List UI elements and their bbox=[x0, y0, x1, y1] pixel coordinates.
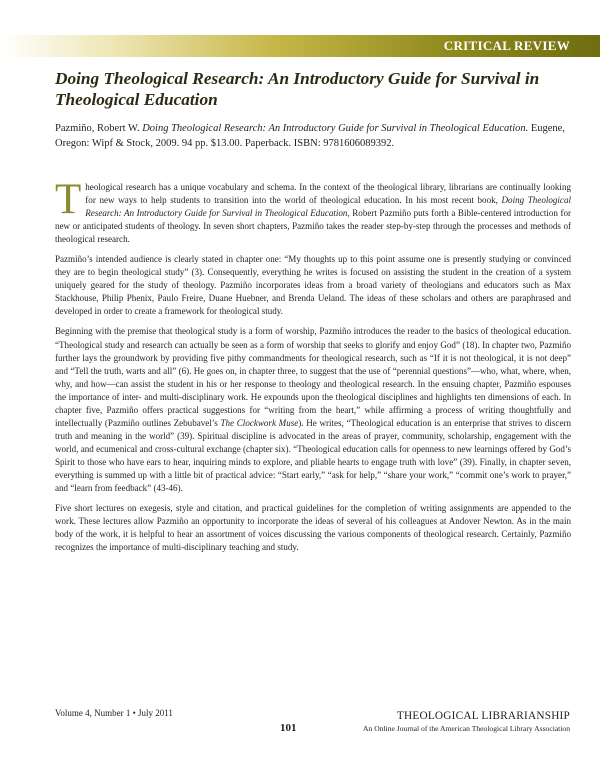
drop-cap: T bbox=[55, 176, 82, 223]
section-banner bbox=[0, 35, 600, 57]
section-label: CRITICAL REVIEW bbox=[443, 38, 570, 53]
book-citation bbox=[55, 121, 570, 151]
footer-journal-name: THEOLOGICAL LIBRARIANSHIP bbox=[396, 710, 570, 722]
citation-book-title: Doing Theological Research: An Introductory Guide for Survival in Theological Education. bbox=[142, 123, 529, 134]
paragraph-2: Pazmiño’s intended audience is clearly stated in chapter one: “My thoughts up to this point assume one is presently studying or convinced they are to begin theological study” (3). Consequently, everything he writes is focused on assisting the student in the creation of a system uniquely geared for the study of theology. Pazmiño incorporates ideas from a broad variety of theologians and educators such as Max Stackhouse, Philip Phenix, Paulo Freire, Duane Huebner, and Brenda Ueland. The ideas of these scholars and others are paraphrased and developed in order to create a framework for theological study. bbox=[55, 254, 571, 317]
paragraph-1-text-a: heological research has a unique vocabulary and schema. In the context of the theological library, librarians are continually looking for new ways to help students to transition into the world of theological education. In his most recent book, bbox=[85, 182, 571, 206]
paragraph-1-text-b: Robert Pazmiño puts forth a Bible-centered introduction for new or anticipated students of theology. In seven short chapters, Pazmiño takes the reader step-by-step through the processes and methods of theological research. bbox=[55, 208, 571, 245]
footer-journal-subtitle: An Online Journal of the American Theological Library Association bbox=[363, 724, 570, 733]
paragraph-3 bbox=[55, 325, 571, 495]
article-title: Doing Theological Research: An Introductory Guide for Survival in Theological Education bbox=[55, 69, 540, 109]
page-number: 101 bbox=[280, 722, 297, 734]
paragraph-1 bbox=[55, 176, 571, 246]
paragraph-3-book-title: The Clockwork Muse bbox=[220, 417, 299, 428]
paragraph-1-book-title: Doing Theological Research: An Introductory Guide for Survival in Theological Education, bbox=[85, 195, 571, 219]
citation-author: Pazmiño, Robert W. bbox=[55, 123, 143, 134]
citation-details: Eugene, Oregon: Wipf & Stock, 2009. 94 pp. $13.00. Paperback. ISBN: 9781606089392. bbox=[55, 123, 565, 149]
paragraph-3-text-a: Beginning with the premise that theological study is a form of worship, Pazmiño introduces the reader to the basics of theological education. “Theological study and research can actually be seen as a form of worship that seeks to glorify and enjoy God” (18). In chapter two, Pazmiño further lays the groundwork by providing five pithy commandments for theological research, such as “If it is not theological, it is not deep” and “Tell the truth, warts and all” (6). He goes on, in chapter three, to suggest that the use of “perennial questions”—who, what, where, when, why, and how—can assist the student in his or her response to theology and theological research. In the ensuing chapter, Pazmiño espouses the importance of inter- and multi-disciplinary work. He expounds upon the theological disciplines and highlights ten dimensions of each. In chapter five, Pazmiño offers practical suggestions for “writing from the heart,” while affirming a process of writing thoughtfully and intellectually (Pazmiño outlines Zebubavel’s bbox=[55, 326, 571, 428]
review-body bbox=[55, 176, 571, 561]
paragraph-3-text-b: ). He writes, “Theological education is an enterprise that strives to discern truth and meaning in the world” (39). Spiritual discipline is advocated in the areas of prayer, community, scholarship, engagement with the world, and ecumenical and cross-cultural exchange (chapter six). “Theological education calls for openness to new learnings offered by God’s Spirit to those who have ears to hear, inquiring minds to explore, and pliable hearts to engage truth with love” (39). Finally, in chapter seven, everything is summed up with a little bit of practical advice: “Start early,” “ask for help,” “share your work,” “commit one’s work to prayer,” and “learn from feedback” (43-46). bbox=[55, 417, 571, 494]
footer-volume: Volume 4, Number 1 • July 2011 bbox=[55, 708, 173, 718]
paragraph-4: Five short lectures on exegesis, style and citation, and practical guidelines for the completion of writing assignments are appended to the work. These lectures allow Pazmiño an opportunity to incorporate the ideas of several of his colleagues at Andover Newton. As in the main body of the work, it is helpful to hear an assortment of voices discussing the various components of theological research. Certainly, Pazmiño recognizes the importance of multi-disciplinary teaching and study. bbox=[55, 503, 571, 553]
